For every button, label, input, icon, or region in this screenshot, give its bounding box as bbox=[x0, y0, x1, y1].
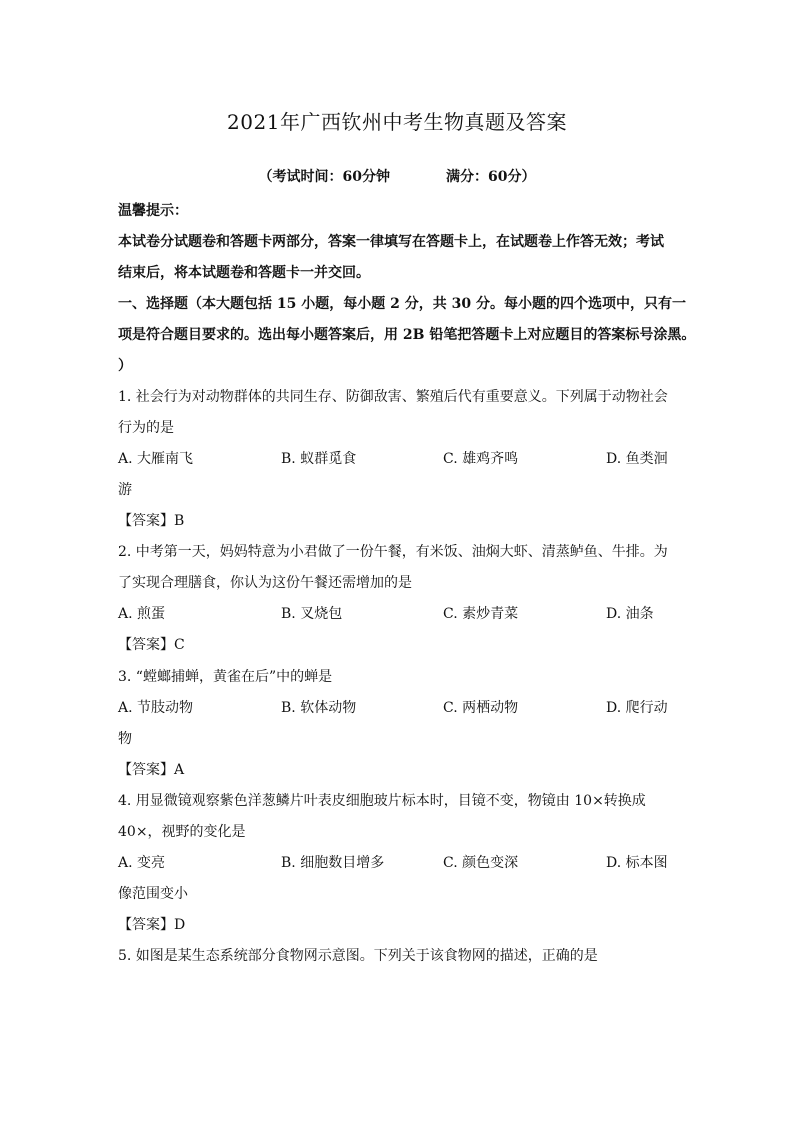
question-1-answer: 【答案】B bbox=[118, 513, 185, 529]
exam-time: （考试时间：60分钟 bbox=[258, 169, 390, 185]
question-4-option-a: A. 变亮 bbox=[118, 855, 166, 871]
question-4-option-c: C. 颜色变深 bbox=[443, 855, 519, 871]
question-3-option-c: C. 两栖动物 bbox=[443, 700, 519, 716]
section-1-line-2: 项是符合题目要求的。选出每小题答案后，用 2B 铅笔把答题卡上对应题目的答案标号涂黑。 bbox=[118, 327, 696, 343]
question-4-stem: 4. 用显微镜观察紫色洋葱鳞片叶表皮细胞玻片标本时，目镜不变，物镜由 10×转换成 bbox=[118, 793, 646, 809]
question-2-stem: 2. 中考第一天，妈妈特意为小君做了一份午餐，有米饭、油焖大虾、清蒸鲈鱼、牛排。为 bbox=[118, 544, 668, 560]
question-2-stem-cont: 了实现合理膳食，你认为这份午餐还需增加的是 bbox=[118, 575, 412, 591]
page-title: 2021年广西钦州中考生物真题及答案 bbox=[227, 110, 567, 134]
question-1-option-d-cont: 游 bbox=[118, 482, 132, 498]
question-2-option-b: B. 叉烧包 bbox=[281, 606, 343, 622]
question-3-answer: 【答案】A bbox=[118, 762, 185, 778]
question-4-stem-cont: 40×，视野的变化是 bbox=[118, 824, 246, 840]
question-3-stem: 3. “螳螂捕蝉，黄雀在后”中的蝉是 bbox=[118, 669, 333, 685]
tips-line-2: 结束后，将本试题卷和答题卡一并交回。 bbox=[118, 265, 370, 281]
question-4-option-d: D. 标本图 bbox=[606, 855, 668, 871]
question-1-stem-cont: 行为的是 bbox=[118, 420, 174, 436]
exam-score: 满分：60分） bbox=[446, 169, 536, 185]
question-4-option-b: B. 细胞数目增多 bbox=[281, 855, 385, 871]
question-3-option-a: A. 节肢动物 bbox=[118, 700, 194, 716]
question-1-option-b: B. 蚁群觅食 bbox=[281, 451, 357, 467]
question-2-option-c: C. 素炒青菜 bbox=[443, 606, 519, 622]
question-2-option-a: A. 煎蛋 bbox=[118, 606, 166, 622]
section-1-line-3: ） bbox=[118, 358, 132, 374]
tips-line-1: 本试卷分试题卷和答题卡两部分，答案一律填写在答题卡上，在试题卷上作答无效；考试 bbox=[118, 234, 664, 250]
exam-info bbox=[0, 166, 794, 186]
question-5-stem: 5. 如图是某生态系统部分食物网示意图。下列关于该食物网的描述，正确的是 bbox=[118, 948, 598, 964]
question-2-option-d: D. 油条 bbox=[606, 606, 654, 622]
question-3-option-d-cont: 物 bbox=[118, 731, 132, 747]
question-1-option-a: A. 大雁南飞 bbox=[118, 451, 194, 467]
question-4-answer: 【答案】D bbox=[118, 917, 186, 933]
section-1-line-1: 一、选择题（本大题包括 15 小题，每小题 2 分，共 30 分。每小题的四个选项中，只有一 bbox=[118, 296, 686, 312]
tips-heading: 温馨提示： bbox=[118, 203, 188, 219]
question-1-option-d: D. 鱼类洄 bbox=[606, 451, 668, 467]
question-1-stem: 1. 社会行为对动物群体的共同生存、防御敌害、繁殖后代有重要意义。下列属于动物社会 bbox=[118, 389, 668, 405]
question-3-option-b: B. 软体动物 bbox=[281, 700, 357, 716]
question-1-option-c: C. 雄鸡齐鸣 bbox=[443, 451, 519, 467]
question-2-answer: 【答案】C bbox=[118, 637, 185, 653]
question-3-option-d: D. 爬行动 bbox=[606, 700, 668, 716]
question-4-option-d-cont: 像范围变小 bbox=[118, 886, 188, 902]
